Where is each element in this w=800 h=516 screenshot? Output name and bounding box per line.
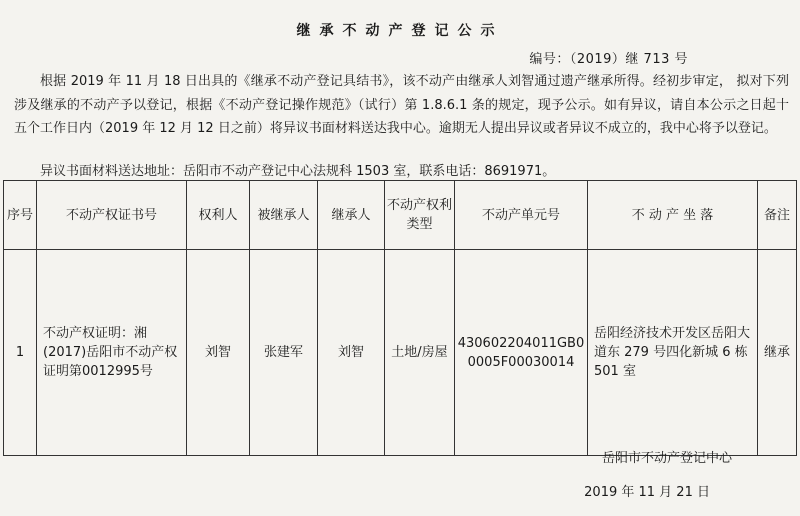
issue-date: 2019 年 11 月 21 日 xyxy=(584,485,710,500)
header-heir: 继承人 xyxy=(318,181,385,250)
cell-index: 1 xyxy=(4,250,37,456)
header-unit-number: 不动产单元号 xyxy=(455,181,588,250)
registration-table xyxy=(3,180,797,456)
table-row xyxy=(4,250,797,456)
page-title: 继承不动产登记公示 xyxy=(296,23,504,39)
cell-owner: 刘智 xyxy=(187,250,250,456)
header-location: 不 动 产 坐 落 xyxy=(588,181,758,250)
cell-location: 岳阳经济技术开发区岳阳大道东 279 号四化新城 6 栋 501 室 xyxy=(588,250,758,456)
table-header-row xyxy=(4,181,797,250)
cell-right-type: 土地/房屋 xyxy=(385,250,455,456)
header-right-type: 不动产权利类型 xyxy=(385,181,455,250)
cell-deceased: 张建军 xyxy=(250,250,318,456)
notice-paragraph: 根据 2019 年 11 月 18 日出具的《继承不动产登记具结书》，该不动产由继承人刘智通过遗产继承所得。经初步审定， 拟对下列涉及继承的不动产予以登记，根据《不动产登记操作规范》（试行）第 1.8.6.1 条的规定，现予公示。如有异议，请自本公示之日起十五个工作日内（2019 年 12 月 12 日之前）将异议书面材料送达我中心。逾期无人提出异议或者异议不成立的，我中心将予以登记。 xyxy=(14,74,789,136)
header-owner: 权利人 xyxy=(187,181,250,250)
cell-unit-number: 430602204011GB00005F00030014 xyxy=(455,250,588,456)
document-number: 编号：（2019）继 713 号 xyxy=(529,52,688,67)
header-certificate: 不动产权证书号 xyxy=(37,181,187,250)
cell-certificate: 不动产权证明：湘(2017)岳阳市不动产权证明第0012995号 xyxy=(37,250,187,456)
header-index: 序号 xyxy=(4,181,37,250)
issuer-name: 岳阳市不动产登记中心 xyxy=(601,451,732,466)
cell-heir: 刘智 xyxy=(318,250,385,456)
header-remark: 备注 xyxy=(758,181,797,250)
header-deceased: 被继承人 xyxy=(250,181,318,250)
cell-remark: 继承 xyxy=(758,250,797,456)
objection-address: 异议书面材料送达地址：岳阳市不动产登记中心法规科 1503 室，联系电话：8691971。 xyxy=(40,164,556,179)
